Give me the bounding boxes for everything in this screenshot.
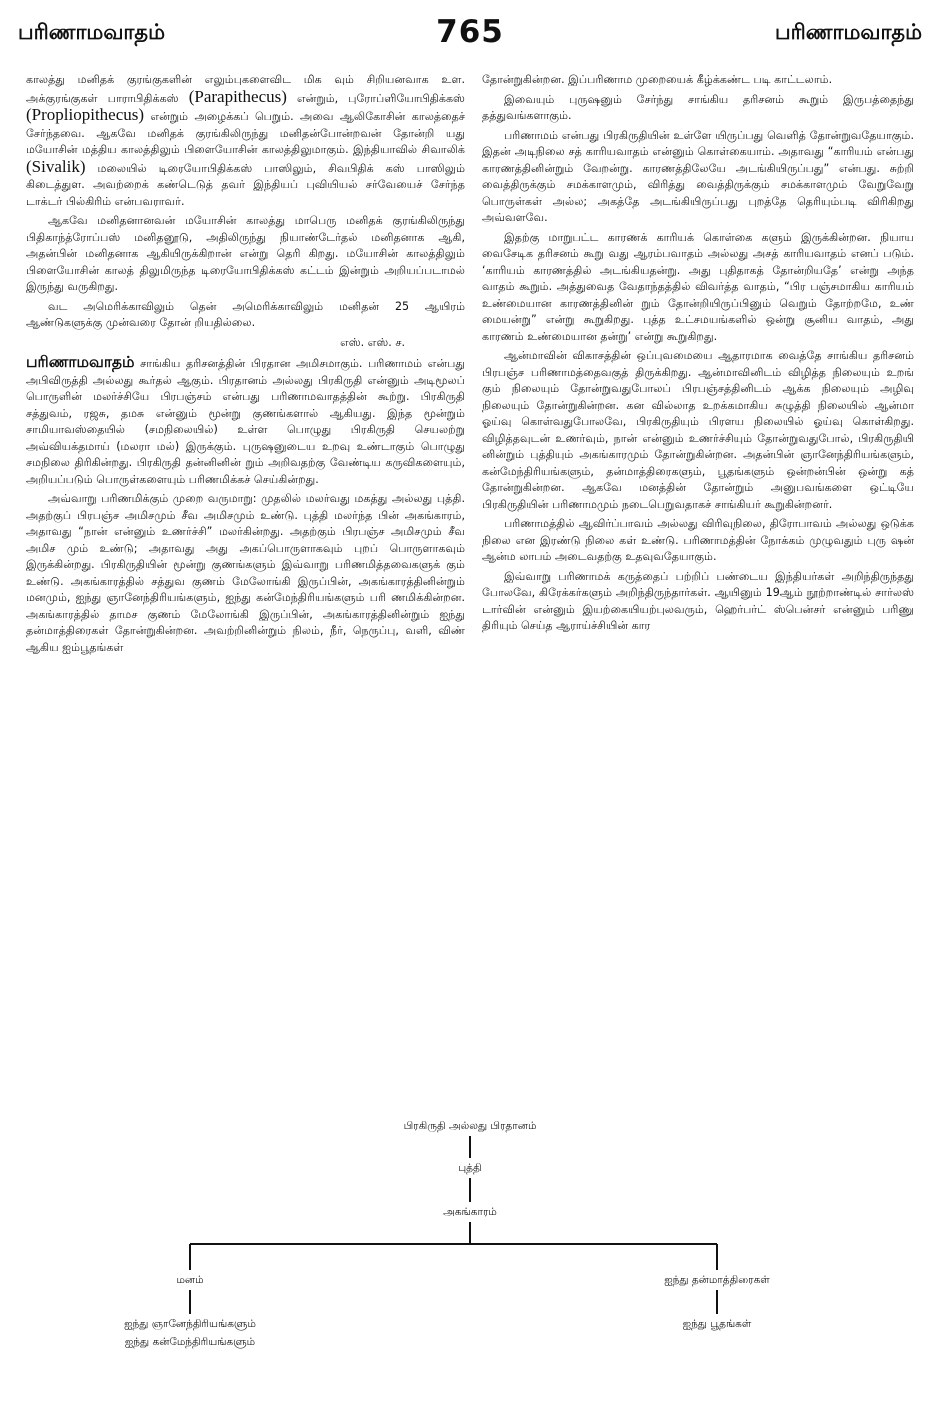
latin-term: (Parapithecus): [188, 86, 287, 106]
latin-term: (Sivalik): [26, 156, 86, 176]
paragraph: இவ்வாறு பரிணாமக் கருத்தைப் பற்றிப் பண்டைய இந்தியர்கள் அறிந்திருந்தது போலவே, கிரேக்கர்களும் அறிந்திருந்தார்கள். ஆயினும் 19ஆம் நூற்றாண்டில் சார்லஸ் டார்வின் என்னும் இயற்கையியற்புலவரும், ஹெர்பர்ட் ஸ்பென்சர் என்னும் பரிணு திரியும் செய்த ஆராய்ச்சியின் கார: [482, 569, 914, 632]
text-run: சாங்கிய தரிசனத்தின் பிரதான அமிசமாகும். பரிணாமம் என்பது அபிவிருத்தி அல்லது கூர்தல் ஆகும். பிரதானம் அல்லது பிரகிருதி என்னும் அடிமூலப் பொருளின் மலர்ச்சியே பிரபஞ்சம் என்பது பரிணாமவாதத்தின் கூற்று. பிரகிருதி சத்துவம், ரஜசு, தமசு என்னும் மூன்று குணங்களால் ஆகியது. இந்த மூன்றும் சாமியாவஸ்தையில் (சமநிலையில்) உள்ள பொழுது பிரகிருதி செயலற்று அவ்வியக்தமாய் (மலரா மல்) இருக்கும். புருஷனுடைய உறவு உண்டாகும் பொழுது சமநிலை திரிகின்றது. பிரகிருதி தன்னினின் றும் அறிவதற்கு வேண்டிய கருவிகளையும், அறியப்படும் பொருள்களையும் பரிணமிக்கச் செய்கின்றது.: [26, 357, 465, 486]
node-ahankaram: அகங்காரம்: [443, 1206, 497, 1218]
node-prakriti: பிரகிருதி அல்லது பிரதானம்: [403, 1120, 537, 1132]
node-jnanendriya: ஐந்து ஞானேந்திரியங்களும்: [124, 1318, 256, 1330]
entry-paragraph: [26, 354, 465, 488]
paragraph: ஆன்மாவின் விகாசத்தின் ஒப்புவமையை ஆதாரமாக வைத்தே சாங்கிய தரிசனம் பிரபஞ்ச பரிணாமத்தைவகுத் திருக்கிறது. ஆன்மாவினிடம் விழித்த நிலையும் உறங் கும் நிலையும் தோன்றுவதுபோலப் பிரபஞ்சத்தினிடம் ஆக்க நிலையும் அழிவு நிலையும் தோன்றுகின்றன. கன வில்லாத உறக்கமாகிய சுழுத்தி நிலையில் ஆன்மா ஓய்வு கொள்வதுபோலவே, பிரகிருதியும் பிரளய நிலையில் ஓய்வு கொள்கிறது. விழித்தவுடன் உணர்வும், நான் என்னும் உணர்ச்சியும் தோன்றுவதுபோல், பிரகிருதியி னின்றும் புத்தியும் அகங்காரமும் தோன்றுகின்றன. அதன்பின் ஞானேந்திரியங்களும், கன்மேந்திரியங்களும், தன்மாத்திரைகளும், பூதங்களும் ஒன்றன்பின் ஒன்று கத் தோன்றுகின்றன. ஆகவே மனத்தின் தோன்றும் அனுபவங்களை ஒட்டியே பிரகிருதியின் பரிணாமமும் நடைபெறுவதாகச் சாங்கியர் கூறுகின்றனர்.: [482, 349, 914, 511]
running-head-right: பரிணாமவாதம்: [775, 20, 922, 44]
latin-term: (Propliopithecus): [26, 105, 145, 124]
paragraph: இவையும் புருஷனும் சேர்ந்து சாங்கிய தரிசனம் கூறும் இருபத்தைந்து தத்துவங்களாகும்.: [482, 92, 914, 122]
text-run: மலையில் டிரையோபிதிக்கஸ் பாஸிலும், சிவபிதிக் கஸ் பாஸிலும் கிடைத்துள. அவற்றைக் கண்டெடுத் தவர் இந்தியப் புவியியல் சர்வேயைச் சேர்ந்த டாக்டர் பில்கிரிம் என்பவராவர்.: [26, 161, 466, 208]
page-number: 765: [436, 14, 504, 50]
page-header: [18, 14, 922, 54]
running-head-left: பரிணாமவாதம்: [18, 20, 165, 44]
right-column: [482, 72, 914, 635]
text-run: என்றும் அழைக்கப் பெறும். அவை ஆலிகோசின் காலத்தைச் சேர்ந்தவை. ஆகவே மனிதக் குரங்கிலிருந்து மனிதன்போன்றவன் தோன்றி யது மயோசின் மத்திய காலத்திலும் பிளையோசின் காலத்திலுமாகும். இந்தியாவில் சிவாலிக்: [26, 110, 465, 156]
paragraph: பரிணாமத்தில் ஆவிர்ப்பாவம் அல்லது விரிவுநிலை, திரோபாவம் அல்லது ஒடுக்க நிலை என இரண்டு நிலை கள் உண்டு. பரிணாமத்தின் நோக்கம் முழுவதும் புரு ஷன் ஆன்ம லாபம் அடைவதற்கு உதவுவதேயாகும்.: [482, 517, 914, 563]
paragraph: இதற்கு மாறுபட்ட காரணக் காரியக் கொள்கை களும் இருக்கின்றன. நியாய வைசேடிக தரிசனம் கூறு வது ஆரம்பவாதம் அல்லது அசத் காரியவாதம் எனப் படும். ‘காரியம் காரணத்தில் அடங்கியதன்று. அது புதிதாகத் தோன்றியதே’ என்று அந்த வாதம் கூறும். அத்துவைத வேதாந்தத்தில் விவர்த்த வாதம், “பிர பஞ்சமாகிய காரியம் உண்மையான காரணத்தினின் றும் தோன்றியிருப்பினும் வெறும் தோற்றமே, உண் மையன்று” என்று கூறுகிறது. புத்த உட்சமயங்களில் ஒன்று சூனிய வாதம், அது காரணம் உண்மையான தன்று’ என்று கூறுகிறது.: [482, 230, 914, 343]
paragraph: பரிணாமம் என்பது பிரகிருதியின் உள்ளே யிருப்பது வெளித் தோன்றுவதேயாகும். இதன் அடிநிலை சத் காரியவாதம் என்னும் கொள்கையாம். அதாவது “காரியம் என்பது காரணத்தினின்றும் வேறன்று. காரணத்திலேயே அடங்கியிருப்பது” என்பது. சுற்றி வைத்திருக்கும் சமக்காளமும், விரித்து வைத்திருக்கும் சமக்காளமும் வேறுவேறு பொருள்கள் அல்ல; அகத்தே அடங்கியிருப்பது புறத்தே தெரியும்படி விரிகிறது அவ்வளவே.: [482, 128, 914, 224]
paragraph: தோன்றுகின்றன. இப்பரிணாம முறையைக் கீழ்க்கண்ட படி காட்டலாம்.: [482, 73, 833, 86]
node-karmendriya: ஐந்து கன்மேந்திரியங்களும்: [124, 1336, 256, 1348]
node-tanmatra: ஐந்து தன்மாத்திரைகள்: [664, 1274, 770, 1286]
evolution-tree-diagram: [0, 1118, 940, 1427]
node-bhuta: ஐந்து பூதங்கள்: [682, 1318, 752, 1330]
node-buddhi: புத்தி: [458, 1162, 482, 1174]
paragraph: [26, 72, 465, 210]
text-run: காலத்து மனிதக் குரங்குகளின் எலும்புகளைவிட மிக வும் சிறியனவாக உள. அக்குரங்குகள் பாராபிதிக்கஸ்: [26, 73, 465, 105]
paragraph: ஆகவே மனிதனானவன் மயோசின் காலத்து மாபெரு மனிதக் குரங்கிலிருந்து பிதிகாந்த்ரோப்பஸ் மனிதனூடு, அதிலிருந்து நியாண்டேர்தல் மனிதனாக ஆகி, அதன்பின் மனிதனாக ஆகியிருக்கிறான் என்று தெரி கிறது. மயோசின் காலத்திலும் பிளையோசின் காலத் திலுமிருந்த டிரையோபிதிக்கஸ் கட்டம் இன்றும் அறியப்படாமல் இருந்து வருகிறது.: [26, 214, 465, 293]
node-manam: மனம்: [176, 1274, 204, 1286]
entry-headword: பரிணாமவாதம்: [26, 353, 135, 371]
author-signature: எஸ். எஸ். ச.: [340, 335, 405, 349]
text-run: என்றும், புரோப்ளியோபிதிக்கஸ்: [297, 91, 465, 105]
paragraph: அவ்வாறு பரிணமிக்கும் முறை வருமாறு: முதலில் மலர்வது மகத்து அல்லது புத்தி. அதற்குப் பிரபஞ்ச அமிசமும் சீவ அமிசமும் உண்டு. புத்தி மலர்ந்த பின் அகங்காரம், அதாவது “நான் என்னும் உணர்ச்சி” மலர்கின்றது. அதற்கும் பிரபஞ்ச அமிசமும் சீவ அமிச மும் உண்டு; அதாவது அது அகப்பொருளாகவும் புறப் பொருளாகவும் இருக்கின்றது. பிரகிருதியின் மூன்று குணங்களும் இவ்வாறு பரிணமித்தவைகளுக் கும் உண்டு. அகங்காரத்தில் சத்துவ குணம் மேலோங்கி இருப்பின், அகங்காரத்தினின்றும் மனமும், ஐந்து ஞானேந்திரியங்களும், ஐந்து கன்மேந்திரியங்களும் பரி ணமிக்கின்றன. அகங்காரத்தில் தாமச குணம் மேலோங்கி இருப்பின், அகங்காரத்தினின்றும் ஐந்து தன்மாத்திரைகள் தோன்றுகின்றன. அவற்றினின்றும் நிலம், நீர், நெருப்பு, வளி, விண் ஆகிய ஐம்பூதங்கள்: [26, 492, 465, 654]
left-column: [26, 72, 465, 656]
paragraph: வட அமெரிக்காவிலும் தென் அமெரிக்காவிலும் மனிதன் 25 ஆயிரம் ஆண்டுகளுக்கு முன்வரை தோன் றியதில்லை.: [26, 299, 465, 329]
